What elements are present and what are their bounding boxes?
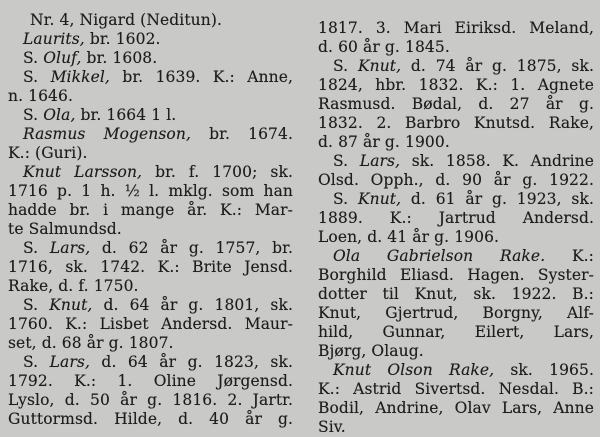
text-segment: S. bbox=[23, 68, 51, 86]
text-line bbox=[318, 380, 594, 399]
text-line bbox=[8, 49, 293, 68]
text-segment: S. bbox=[23, 239, 50, 257]
text-segment: dotter til Knut, sk. 1922. B.: bbox=[318, 285, 594, 303]
text-line bbox=[318, 152, 594, 171]
text-segment: Guttormsd. Hilde, d. 40 år g. bbox=[8, 410, 293, 428]
text-line bbox=[8, 372, 293, 391]
text-line bbox=[318, 57, 594, 76]
person-name-italic: Lars, bbox=[49, 239, 91, 257]
text-segment: Knut, Gjertrud, Borgny, Alf- bbox=[318, 304, 594, 322]
text-segment: S. bbox=[23, 353, 50, 371]
person-name-italic: Ola, bbox=[43, 106, 76, 124]
text-segment: 1760. K.: Lisbet Andersd. Maur- bbox=[8, 315, 293, 333]
text-segment: br. 1608. bbox=[81, 49, 158, 67]
text-segment: hild, Gunnar, Eilert, Lars, bbox=[318, 323, 594, 341]
text-line bbox=[8, 106, 293, 125]
text-line bbox=[318, 190, 594, 209]
text-line bbox=[318, 247, 594, 266]
text-segment: S. bbox=[23, 49, 44, 67]
person-name-italic: Lars, bbox=[49, 353, 90, 371]
text-segment: Siv. bbox=[318, 418, 346, 436]
text-segment: sk. 1965. bbox=[494, 361, 594, 379]
text-line bbox=[8, 296, 293, 315]
text-line bbox=[318, 114, 594, 133]
text-segment: d. 64 år g. 1801, sk. bbox=[92, 296, 293, 314]
person-name-italic: Knut Olson Rake, bbox=[333, 361, 495, 379]
text-line bbox=[318, 95, 594, 114]
text-segment: Borghild Eliasd. Hagen. Syster- bbox=[318, 266, 594, 284]
text-line bbox=[8, 391, 293, 410]
text-segment: d. 62 år g. 1757, br. bbox=[90, 239, 293, 257]
text-line bbox=[318, 266, 594, 285]
text-line bbox=[318, 76, 594, 95]
text-segment: Nr. 4, Nigard (Neditun). bbox=[30, 11, 223, 29]
text-segment: d. 87 år g. 1900. bbox=[318, 133, 450, 151]
text-segment: 1889. K.: Jartrud Andersd. bbox=[318, 209, 594, 227]
text-segment: br. 1664 1 l. bbox=[75, 106, 177, 124]
text-segment: Olsd. Opph., d. 90 år g. 1922. bbox=[318, 171, 594, 189]
text-line bbox=[318, 323, 594, 342]
text-line bbox=[318, 304, 594, 323]
person-name-italic: Knut, bbox=[357, 57, 402, 75]
text-line bbox=[8, 334, 293, 353]
person-name-italic: Ola Gabrielson Rake. bbox=[333, 247, 546, 265]
text-segment: br. 1639. K.: Anne, bbox=[109, 68, 293, 86]
text-line bbox=[8, 182, 293, 201]
text-line bbox=[318, 133, 594, 152]
text-segment: Bjørg, Olaug. bbox=[318, 342, 424, 360]
text-segment: hadde br. i mange år. K.: Mar- bbox=[8, 201, 293, 219]
text-line bbox=[8, 163, 293, 182]
text-segment: 1817. 3. Mari Eiriksd. Meland, bbox=[318, 19, 594, 37]
text-segment: n. 1646. bbox=[8, 87, 74, 105]
person-name-italic: Knut, bbox=[49, 296, 93, 314]
text-line bbox=[318, 19, 594, 38]
text-segment: d. 74 år g. 1875, sk. bbox=[401, 57, 594, 75]
text-segment: Loen, d. 41 år g. 1906. bbox=[318, 228, 500, 246]
text-segment: S. bbox=[333, 57, 358, 75]
text-segment: d. 61 år g. 1923, sk. bbox=[401, 190, 594, 208]
text-segment: br. f. 1700; sk. bbox=[142, 163, 293, 181]
text-segment: 1716, sk. 1742. K.: Brite Jensd. bbox=[8, 258, 293, 276]
text-line bbox=[318, 361, 594, 380]
text-segment: d. 64 år g. 1823, sk. bbox=[89, 353, 293, 371]
text-line bbox=[318, 209, 594, 228]
person-name-italic: Mikkel, bbox=[50, 68, 110, 86]
person-name-italic: Lars, bbox=[359, 152, 401, 170]
text-segment: Rake, d. f. 1750. bbox=[8, 277, 139, 295]
text-line bbox=[318, 38, 594, 57]
text-segment: K.: Astrid Sivertsd. Nesdal. B.: bbox=[318, 380, 594, 398]
text-segment: sk. 1858. K. Andrine bbox=[400, 152, 594, 170]
text-segment: 1832. 2. Barbro Knutsd. Rake, bbox=[318, 114, 594, 132]
person-name-italic: Laurits, bbox=[23, 30, 85, 48]
text-line bbox=[8, 277, 293, 296]
text-line bbox=[318, 342, 594, 361]
text-line bbox=[318, 418, 594, 437]
text-line bbox=[8, 125, 293, 144]
text-column-right bbox=[318, 19, 594, 437]
text-line bbox=[8, 220, 293, 239]
text-line bbox=[8, 68, 293, 87]
text-segment: S. bbox=[333, 190, 358, 208]
person-name-italic: Knut Larsson, bbox=[23, 163, 143, 181]
text-line bbox=[8, 315, 293, 334]
text-segment: K.: bbox=[545, 247, 594, 265]
text-line bbox=[8, 353, 293, 372]
text-line bbox=[8, 11, 293, 30]
text-line bbox=[318, 228, 594, 247]
text-line bbox=[318, 399, 594, 418]
text-segment: 1792. K.: 1. Oline Jørgensd. bbox=[8, 372, 293, 390]
person-name-italic: Knut, bbox=[357, 190, 402, 208]
text-segment: te Salmundsd. bbox=[8, 220, 122, 238]
text-line bbox=[8, 30, 293, 49]
text-segment: Bodil, Andrine, Olav Lars, Anne bbox=[318, 399, 594, 417]
text-segment: Lyslo, d. 50 år g. 1816. 2. Jartr. bbox=[8, 391, 293, 409]
text-line bbox=[8, 410, 293, 429]
text-segment: Rasmusd. Bødal, d. 27 år g. bbox=[318, 95, 594, 113]
text-line bbox=[8, 87, 293, 106]
text-line bbox=[8, 144, 293, 163]
text-segment: K.: (Guri). bbox=[8, 144, 88, 162]
text-line bbox=[8, 239, 293, 258]
text-segment: 1716 p. 1 h. ½ l. mklg. som han bbox=[8, 182, 293, 200]
text-line bbox=[8, 201, 293, 220]
text-segment: S. bbox=[23, 296, 50, 314]
text-segment: d. 60 år g. 1845. bbox=[318, 38, 450, 56]
text-column-left bbox=[8, 11, 293, 429]
text-line bbox=[8, 258, 293, 277]
text-segment: S. bbox=[23, 106, 44, 124]
text-line bbox=[318, 171, 594, 190]
text-segment: 1824, hbr. 1832. K.: 1. Agnete bbox=[318, 76, 594, 94]
text-segment: set, d. 68 år g. 1807. bbox=[8, 334, 174, 352]
person-name-italic: Oluf, bbox=[43, 49, 82, 67]
text-segment: br. 1674. bbox=[190, 125, 293, 143]
text-segment: S. bbox=[333, 152, 360, 170]
text-segment: br. 1602. bbox=[84, 30, 161, 48]
text-line bbox=[318, 285, 594, 304]
person-name-italic: Rasmus Mogenson, bbox=[23, 125, 191, 143]
